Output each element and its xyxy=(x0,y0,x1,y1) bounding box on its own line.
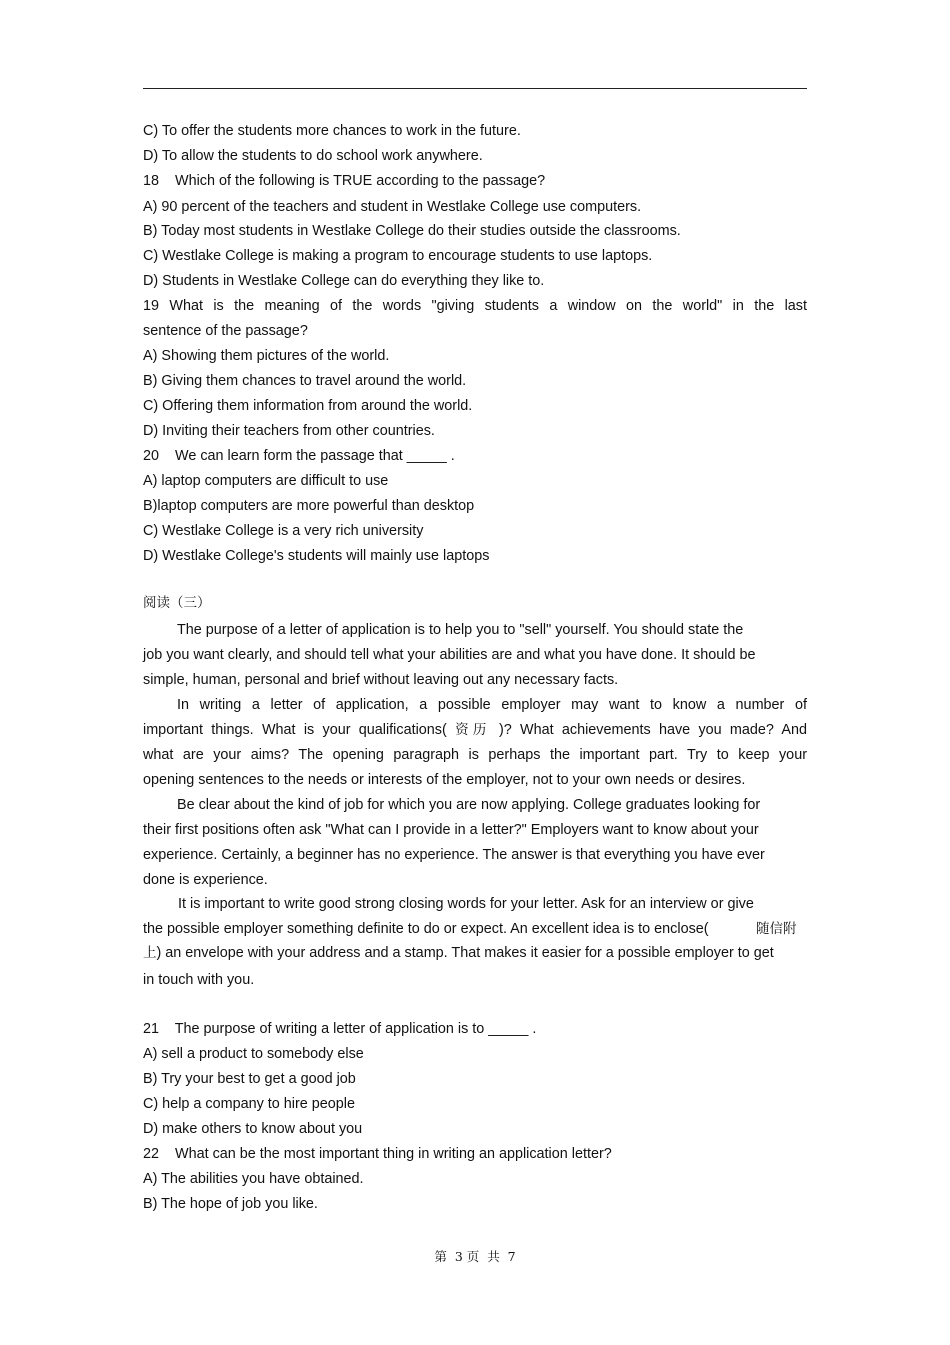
q22-stem: 22 What can be the most important thing in writing an application letter? xyxy=(143,1146,612,1162)
q19-stem-line1: 19 What is the meaning of the words "giving students a window on the world" in the last xyxy=(143,298,807,314)
q22-option-a: A) The abilities you have obtained. xyxy=(143,1171,364,1187)
passage-p2-line1: In writing a letter of application, a possible employer may want to know a number of xyxy=(177,697,807,713)
q18-option-d: D) Students in Westlake College can do everything they like to. xyxy=(143,273,545,289)
q18-option-a: A) 90 percent of the teachers and student in Westlake College use computers. xyxy=(143,199,642,215)
enclose-gloss-end: 上 xyxy=(143,945,157,961)
q21-stem: 21 The purpose of writing a letter of application is to _____ . xyxy=(143,1021,537,1037)
q19-option-d: D) Inviting their teachers from other countries. xyxy=(143,423,435,439)
q20-option-d: D) Westlake College's students will mainly use laptops xyxy=(143,548,490,564)
passage-p2-line2 xyxy=(143,721,807,739)
passage-p4-line1: It is important to write good strong closing words for your letter. Ask for an interview or give xyxy=(178,896,754,912)
passage-p1-line3: simple, human, personal and brief without leaving out any necessary facts. xyxy=(143,672,619,688)
q18-stem: 18 Which of the following is TRUE according to the passage? xyxy=(143,173,546,189)
q21-option-d: D) make others to know about you xyxy=(143,1121,363,1137)
passage-p4-line2-start: the possible employer something definite to do or expect. An excellent idea is to enclose( xyxy=(143,921,709,937)
q21-option-c: C) help a company to hire people xyxy=(143,1096,355,1112)
page-number-footer: 第 3 页 共 7 xyxy=(434,1249,516,1264)
passage-p2-line2-end: )? What achievements have you made? And xyxy=(498,722,808,738)
passage-p4-line4: in touch with you. xyxy=(143,972,255,988)
q21-option-b: B) Try your best to get a good job xyxy=(143,1071,356,1087)
passage-p3-line4: done is experience. xyxy=(143,872,268,888)
q20-option-a: A) laptop computers are difficult to use xyxy=(143,473,389,489)
q18-option-c: C) Westlake College is making a program to encourage students to use laptops. xyxy=(143,248,653,264)
passage-p1-line2: job you want clearly, and should tell what your abilities are and what you have done. It should be xyxy=(143,647,756,663)
passage-p3-line3: experience. Certainly, a beginner has no experience. The answer is that everything you have ever xyxy=(143,847,765,863)
q17-option-c: C) To offer the students more chances to work in the future. xyxy=(143,123,521,139)
q19-option-a: A) Showing them pictures of the world. xyxy=(143,348,390,364)
qualifications-gloss: 资历 xyxy=(455,722,491,738)
q20-option-b: B)laptop computers are more powerful than desktop xyxy=(143,498,475,514)
passage-p3-line1: Be clear about the kind of job for which you are now applying. College graduates looking for xyxy=(177,797,761,813)
q19-stem-line2: sentence of the passage? xyxy=(143,323,308,339)
passage-p3-line2: their first positions often ask "What can I provide in a letter?" Employers want to know about your xyxy=(143,822,759,838)
q20-option-c: C) Westlake College is a very rich university xyxy=(143,523,424,539)
q17-option-d: D) To allow the students to do school work anywhere. xyxy=(143,148,483,164)
passage-p1-line1: The purpose of a letter of application is to help you to "sell" yourself. You should state the xyxy=(177,622,744,638)
q18-option-b: B) Today most students in Westlake College do their studies outside the classrooms. xyxy=(143,223,681,239)
passage-p4-line3 xyxy=(143,944,807,962)
q21-option-a: A) sell a product to somebody else xyxy=(143,1046,364,1062)
passage-p2-line2-start: important things. What is your qualifications( xyxy=(143,722,447,738)
q19-option-c: C) Offering them information from around the world. xyxy=(143,398,473,414)
passage-p4-line2 xyxy=(143,920,807,938)
header-rule xyxy=(143,88,807,89)
passage-p4-line3-text: ) an envelope with your address and a stamp. That makes it easier for a possible employer to get xyxy=(156,945,774,961)
passage-p2-line4: opening sentences to the needs or interests of the employer, not to your own needs or desires. xyxy=(143,772,746,788)
q19-option-b: B) Giving them chances to travel around the world. xyxy=(143,373,467,389)
passage-p2-line3: what are your aims? The opening paragraph is perhaps the important part. Try to keep your xyxy=(143,747,807,763)
enclose-gloss: 随信附 xyxy=(756,921,797,937)
q22-option-b: B) The hope of job you like. xyxy=(143,1196,318,1212)
q20-stem: 20 We can learn form the passage that _____ . xyxy=(143,448,455,464)
section-title: 阅读（三） xyxy=(143,595,211,611)
